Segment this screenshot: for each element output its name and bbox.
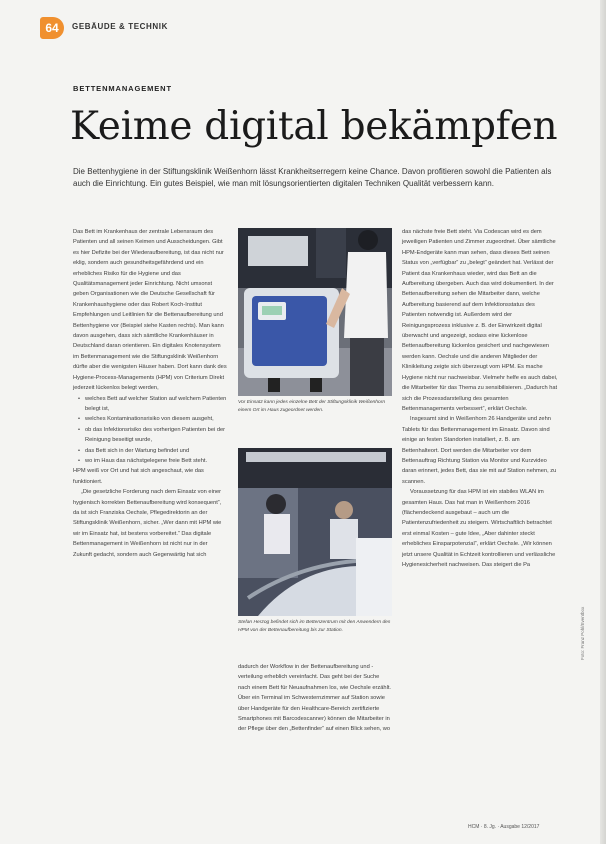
col3-paragraph-2: Insgesamt sind in Weißenhorn 26 Handgeräte und zehn Tablets für das Bettenmanagement im Einsatz. Davon sind einige an festen Standorten installiert, z. B. am Bettenhalteort. Dort werden die Mitarbeiter vor dem Bettenauftrag Richtung Station via Monitor und Kurzvideo daran erinnert, jedes Bett, das sie mit auf Station nehmen, zu scannen. — [402, 416, 557, 485]
article-lead: Die Bettenhygiene in der Stiftungsklinik Weißenhorn lässt Krankheitserregern keine Chance. Davon profitieren sowohl die Patienten als auch die Einrichtung. Ein gutes Beispiel, wie man mit lösungsorientierten digitalen Techniken Qualität verbessern kann. — [73, 167, 552, 189]
list-item: • welches Kontaminationsrisiko von diesem ausgeht, — [85, 414, 227, 424]
col1-paragraph-1: Das Bett im Krankenhaus der zentrale Lebensraum des Patienten und all seinen Keimen und Ausscheidungen. Gibt es hier Defizite bei der Wiederaufbereitung, ist das nicht nur eklig, sondern auch gesundheitsgefährdend und ein erhebliches Risiko für die Hygiene und das Qualitätsmanagement jeder Einrichtung. Nicht umsonst geben Organisationen wie die Deutsche Gesellschaft für Krankenhaushygiene oder das Robert Koch-Institut Empfehlungen und Leitlinien für die Bettenaufbereitung und Bettenhygiene vor (Beispiel siehe Kasten rechts). Man kann davon ausgehen, dass sich sämtliche Krankenhäuser in Deutschland daran orientieren. Ein digitales Knotensystem im Bettenmanagement wie die Stiftungsklinik Weißenhorn dürfte aber die wenigsten Häuser haben. Dort kann dank des Hygiene-Process-Managements (HPM) von Criterium Direkt jederzeit lückenlos belegt werden, — [73, 229, 227, 392]
photo-bed-center — [238, 448, 392, 616]
list-item: • das Bett sich in der Wartung befindet und — [85, 446, 227, 456]
bed-center-photo-illustration — [238, 448, 392, 616]
col3-paragraph-1: das nächste freie Bett steht. Via Codescan wird es dem jeweiligen Patienten und Zimmer zugeordnet. Über sämtliche HPM-Endgeräte kann man sehen, dass dieses Bett seinen Status von „verfügbar“ zu „belegt“ geändert hat. Verlässt der Patient das Krankenhaus wieder, wird das Bett an die Aufbereitung übergeben. Auch das wird dokumentiert. In der Bettenaufbereitung sehen die Mitarbeiter dann, welche Aufbereitung basierend auf dem Infektionsstatus des Patienten notwendig ist. Außerdem wird der Reinigungsprozess inklusive z. B. der Einwirkzeit digital überwacht und angezeigt, sodass eine lückenlose Bettenaufbereitung lückenlos gesichert und nachgewiesen werden kann. Oechsle und die anderen Mitglieder der Klinikleitung zeigte sich überzeugt vom HPM. Es mache Hygiene nicht nur nachweisbar. Vielmehr helfe es auch dabei, die Mitarbeiter für das Thema zu sensibilisieren. „Dadurch hat sich die Prozessdarstellung des gesamten Bettenmanagements verbessert“, erklärt Oechsle. — [402, 229, 558, 412]
article-kicker: BETTENMANAGEMENT — [73, 84, 172, 93]
article-headline: Keime digital bekämpfen — [70, 104, 558, 149]
photo-credit: Foto: Franz Pohl/Eventbox — [580, 606, 585, 660]
column-1 — [73, 227, 227, 560]
col2-paragraph: dadurch der Workflow in der Bettenaufbereitung und -verteilung erheblich vereinfacht. Das geht bei der Suche nach einem Bett für Neuaufnahmen los, wie Oechsle erzählt. Über ein Terminal im Schwesternzimmer auf Station sowie über Handgeräte für den Healthcare-Bereich zertifizierte Smartphones mit Barcodescanner) können die Mitarbeiter in der Pflege über den „Bettenfinder“ auf einen Blick sehen, wo — [238, 664, 392, 733]
page-footer: HCM · 8. Jg. · Ausgabe 12/2017 — [468, 824, 540, 830]
col1-paragraph-3: „Die gesetzliche Forderung nach dem Einsatz von einer hygienisch korrekten Bettenaufbereitung wird konsequent“, da ist sich Franziska Oechsle, Pflegedirektorin an der Stiftungsklinik Weißenhorn, sicher. „Wer dann mit HPM wie wir im Einsatz hat, ist bestens vorbereitet.“ Das digitale Bettenmanagement in Weißenhorn ist nicht nur in der Zukunft gedacht, sondern auch Gegenwärtig hat sich — [73, 489, 222, 558]
section-title: GEBÄUDE & TECHNIK — [72, 22, 168, 31]
column-2-text — [238, 662, 392, 735]
col1-bullet-list — [73, 394, 227, 467]
col1-paragraph-2: HPM weiß vor Ort und hat sich angeschaut, wie das funktioniert. — [73, 468, 204, 485]
photo-caption-2: Stefan Herzog befindet sich im Bettenzentrum mit den Anwendern des HPM von der Bettenaufbereitung bis zur Station. — [238, 620, 391, 633]
list-item: • welches Bett auf welcher Station auf welchem Patienten belegt ist, — [85, 394, 227, 415]
column-3 — [402, 227, 558, 570]
bed-photo-illustration — [238, 228, 392, 396]
page-edge-shadow — [600, 0, 606, 844]
col3-paragraph-3: Voraussetzung für das HPM ist ein stabiles WLAN im gesamten Haus. Das hat man in Weißenhorn 2016 (flächendeckend ausgebaut – auch um die Patientenzufriedenheit zu steigern. Wirtschaftlich betrachtet erst einmal Kosten – gute Idee, „Aber dahinter steckt erhebliches Einsparpotenzial“, erklärt Oechsle. „Wir können jetzt unsere Qualität in Echtzeit kontrollieren und verlässliche Hygienesicherheit nachweisen. Das steigert die Pa — [402, 489, 556, 568]
photo-caption-1: Vor Einsatz kann jedes einzelne Bett der Stiftungsklinik Weißenhorn einem Ort im Haus zugeordnet werden. — [238, 400, 386, 413]
photo-bed-corridor — [238, 228, 392, 396]
list-item: • wo im Haus das nächstgelegene freie Bett steht. — [85, 456, 227, 466]
list-item: • ob das Infektionsrisiko des vorherigen Patienten bei der Reinigung beseitigt wurde, — [85, 425, 227, 446]
page-number-badge: 64 — [40, 17, 64, 39]
